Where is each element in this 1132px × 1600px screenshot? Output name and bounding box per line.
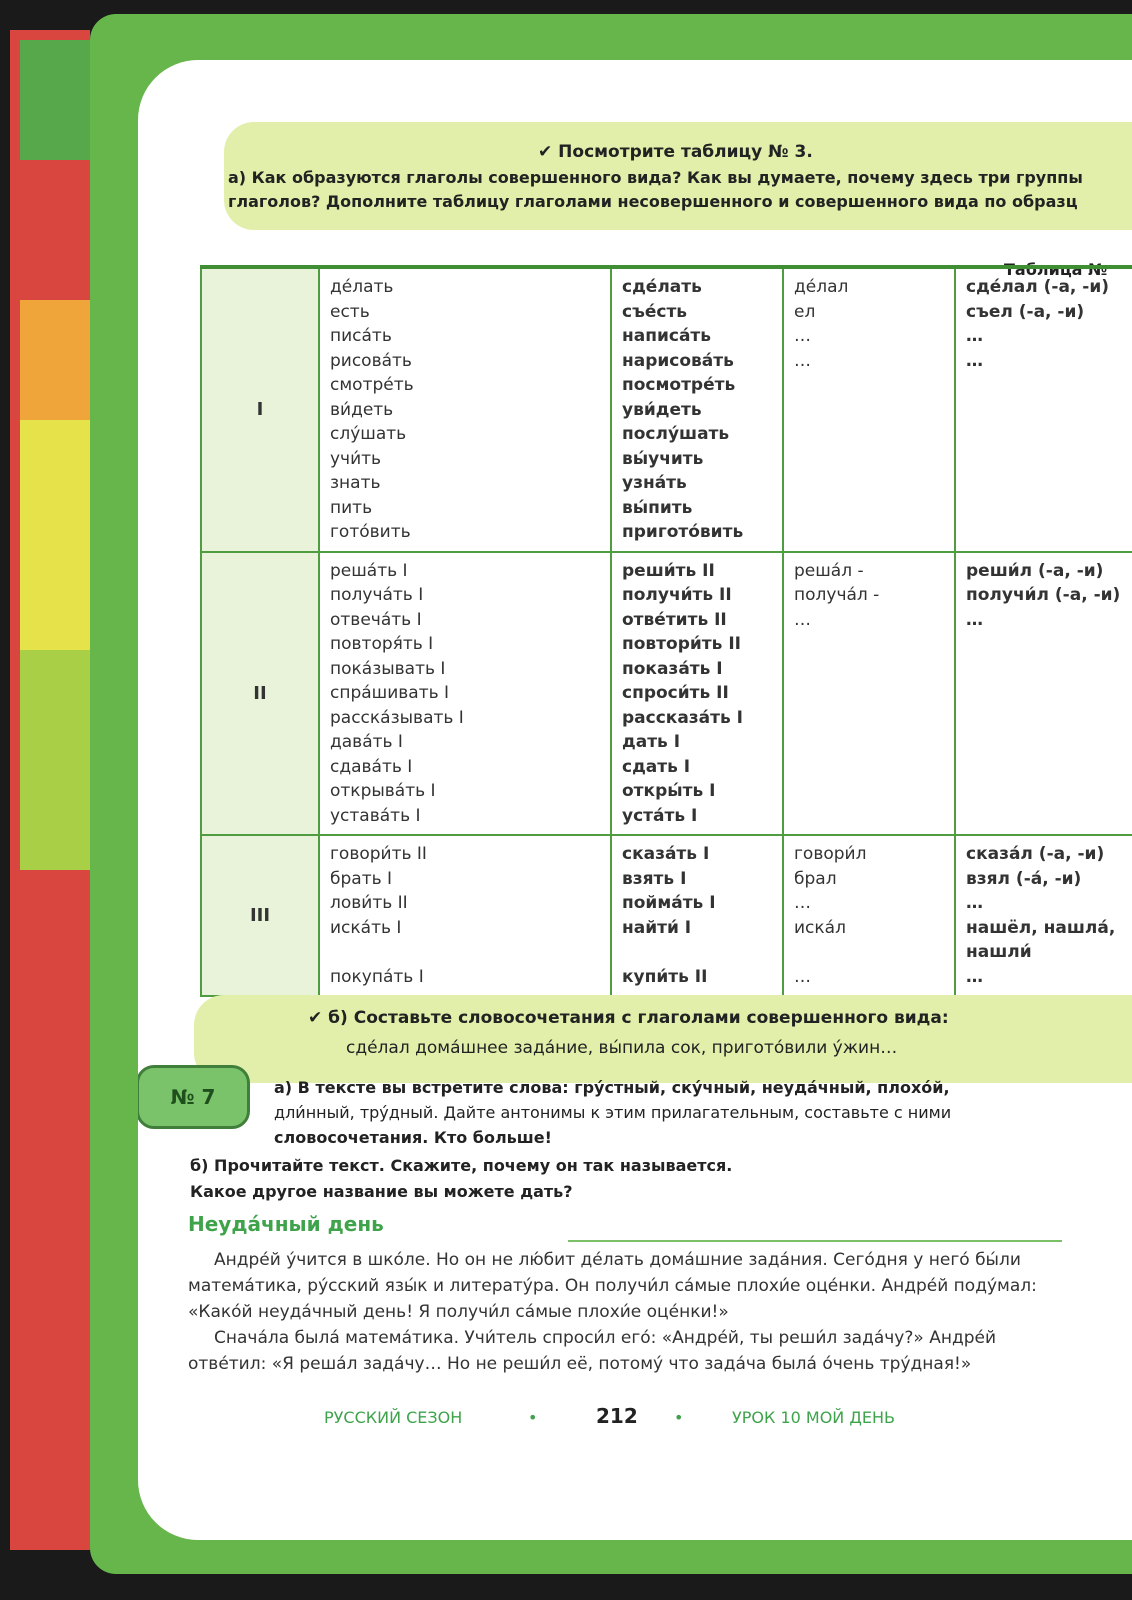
page-number: 212 [596,1404,638,1428]
past-perfective-item: взял (-а́, -и) [966,868,1082,889]
task-b-example: сде́лал дома́шнее зада́ние, вы́пила сок, пригото́вили у́жин… [346,1038,898,1058]
task7-a-line1: а) В тексте вы встретите слова: гру́стный, ску́чный, неуда́чный, плохо́й, [274,1078,950,1097]
imperfective-verbs-item: рисова́ть [330,350,412,371]
imperfective-verbs-item: иска́ть I [330,917,402,938]
imperfective-verbs-item: покупа́ть I [330,966,424,987]
page-edge-green-top [20,40,90,160]
perfective-verbs-item: взять I [622,868,687,889]
past-perfective-item: сказа́л (-а, -и) [966,844,1105,864]
verb-table [200,265,1132,997]
past-perfective-item: … [966,893,983,913]
perfective-verbs-item: сказа́ть I [622,844,710,864]
imperfective-verbs [319,835,611,996]
page-edge-orange [20,300,90,420]
perfective-verbs-item: вы́учить [622,448,704,469]
past-imperfective-item: … [794,326,811,346]
group-label: II [201,552,319,836]
past-perfective-item: … [966,350,983,371]
imperfective-verbs [319,267,611,552]
past-imperfective-item: … [794,350,811,371]
past-imperfective-item: реша́л - [794,560,864,581]
imperfective-verbs-item: ви́деть [330,399,394,420]
past-imperfective-item: ел [794,301,816,322]
past-imperfective-item: … [794,609,811,630]
past-perfective-item: … [966,966,983,987]
past-imperfective-item: … [794,966,811,987]
imperfective-verbs-item: дава́ть I [330,732,403,752]
perfective-verbs-item: уви́деть [622,399,702,420]
perfective-verbs-item: узна́ть [622,473,687,493]
perfective-verbs-item: пойма́ть I [622,893,716,913]
verb-group-row [201,552,1132,836]
past-imperfective [783,552,955,836]
footer-bullet: • [528,1408,538,1427]
past-imperfective [783,835,955,996]
page-edge-red-lower [20,870,90,1550]
perfective-verbs [611,267,783,552]
story-line: отве́тил: «Я реша́л зада́чу… Но не реши́л её, потому́ что зада́ча была́ о́чень тру́дная!» [188,1354,972,1374]
perfective-verbs-item: написа́ть [622,326,712,346]
group-label: III [201,835,319,996]
check-icon: ✔ [308,1008,323,1028]
past-perfective-item: … [966,609,983,630]
task7-b-line1: б) Прочитайте текст. Скажите, почему он так называется. [190,1156,733,1175]
task7-a-line2: дли́нный, тру́дный. Дайте антонимы к этим прилагательным, составьте с ними [274,1103,952,1122]
imperfective-verbs-item: смотре́ть [330,375,414,395]
imperfective-verbs-item: писа́ть [330,326,392,346]
perfective-verbs-item: сде́лать [622,277,702,297]
footer-book-title: РУССКИЙ СЕЗОН [324,1408,463,1427]
verb-group-row [201,267,1132,552]
perfective-verbs [611,552,783,836]
imperfective-verbs-item: пока́зывать I [330,658,446,679]
story-line: Андре́й у́чится в шко́ле. Но он не лю́бит де́лать дома́шние зада́ния. Сего́дня у него́ бы́ли [214,1250,1021,1270]
past-imperfective-item: … [794,893,811,913]
past-perfective [955,552,1132,836]
imperfective-verbs [319,552,611,836]
imperfective-verbs-item: открыва́ть I [330,781,436,801]
group-label: I [201,267,319,552]
task7-b-line2: Какое другое название вы можете дать? [190,1182,573,1201]
past-imperfective [783,267,955,552]
perfective-verbs-item: съе́сть [622,301,688,322]
perfective-verbs-item: реши́ть II [622,560,715,581]
perfective-verbs-item: спроси́ть II [622,683,729,703]
past-perfective [955,267,1132,552]
imperfective-verbs-item: гото́вить [330,522,411,542]
story-line: «Како́й неуда́чный день! Я получи́л са́мые плохи́е оце́нки!» [188,1302,729,1322]
imperfective-verbs-item: реша́ть I [330,560,408,581]
perfective-verbs-item: получи́ть II [622,585,732,605]
past-perfective-item: … [966,326,983,346]
table-caption: Таблица № [1004,260,1108,279]
imperfective-verbs-item: получа́ть I [330,585,424,605]
imperfective-verbs-item: спра́шивать I [330,683,450,703]
imperfective-verbs-item [330,940,600,965]
footer-bullet: • [674,1408,684,1427]
imperfective-verbs-item: пить [330,497,373,518]
instruction-title: ✔ Посмотрите таблицу № 3. [538,142,813,162]
perfective-verbs [611,835,783,996]
perfective-verbs-item: уста́ть I [622,805,698,826]
task-b-title: ✔ б) Составьте словосочетания с глаголами совершенного вида: [308,1008,949,1028]
question-a-line2: глаголов? Дополните таблицу глаголами несовершенного и совершенного вида по образц [228,192,1078,211]
imperfective-verbs-item: говори́ть II [330,844,427,864]
imperfective-verbs-item: слу́шать [330,424,407,444]
imperfective-verbs-item: повторя́ть I [330,634,434,654]
imperfective-verbs-item: устава́ть I [330,805,421,826]
past-imperfective-item: говори́л [794,844,867,864]
perfective-verbs-item: отве́тить II [622,609,727,630]
perfective-verbs-item: рассказа́ть I [622,707,744,728]
imperfective-verbs-item: лови́ть II [330,893,408,913]
past-perfective-item: съел (-а, -и) [966,301,1085,322]
check-icon: ✔ [538,142,553,162]
past-perfective-item: получи́л (-а, -и) [966,585,1121,605]
perfective-verbs-item: нарисова́ть [622,350,734,371]
perfective-verbs-item: откры́ть I [622,781,716,801]
past-perfective-item: сде́лал (-а, -и) [966,277,1110,297]
perfective-verbs-item: посмотре́ть [622,375,736,395]
page-sheet [138,60,1132,1540]
story-title-rule [568,1240,1062,1242]
perfective-verbs-item: пригото́вить [622,522,744,542]
past-imperfective-item: брал [794,868,837,889]
perfective-verbs-item: повтори́ть II [622,634,741,654]
footer-lesson-title: УРОК 10 МОЙ ДЕНЬ [732,1408,895,1427]
page-edge-lime [20,650,90,870]
perfective-verbs-item: вы́пить [622,497,693,518]
question-a-line1: а) Как образуются глаголы совершенного вида? Как вы думаете, почему здесь три группы [228,168,1083,187]
imperfective-verbs-item: сдава́ть I [330,756,413,777]
past-perfective-item: реши́л (-а, -и) [966,560,1104,581]
verb-group-row [201,835,1132,996]
perfective-verbs-item: послу́шать [622,424,730,444]
perfective-verbs-item: найти́ I [622,917,692,938]
task-number-badge: № 7 [138,1065,250,1129]
imperfective-verbs-item: есть [330,301,370,322]
past-perfective-item: нашли́ [966,942,1032,962]
past-perfective [955,835,1132,996]
story-line: матема́тика, ру́сский язы́к и литерату́ра. Он получи́л са́мые плохи́е оце́нки. Андре́й поду́мал: [188,1276,1037,1296]
imperfective-verbs-item: учи́ть [330,448,382,469]
imperfective-verbs-item: знать [330,473,381,493]
perfective-verbs-item: сдать I [622,756,691,777]
task7-a-line3: словосочетания. Кто больше! [274,1128,552,1147]
page-edge-yellow [20,420,90,650]
imperfective-verbs-item: отвеча́ть I [330,609,422,630]
past-perfective-item: нашёл, нашла́, [966,917,1116,938]
past-imperfective-item [794,940,944,965]
perfective-verbs-item: дать I [622,732,681,752]
story-line: Снача́ла была́ матема́тика. Учи́тель спроси́л его́: «Андре́й, ты реши́л зада́чу?» Андре́й [214,1328,996,1348]
story-title: Неуда́чный день [188,1212,384,1236]
past-imperfective-item: иска́л [794,917,846,938]
imperfective-verbs-item: брать I [330,868,393,889]
perfective-verbs-item [622,940,772,965]
perfective-verbs-item: купи́ть II [622,966,708,987]
perfective-verbs-item: показа́ть I [622,658,723,679]
past-imperfective-item: получа́л - [794,585,880,605]
imperfective-verbs-item: расска́зывать I [330,707,464,728]
past-imperfective-item: де́лал [794,277,849,297]
imperfective-verbs-item: де́лать [330,277,394,297]
